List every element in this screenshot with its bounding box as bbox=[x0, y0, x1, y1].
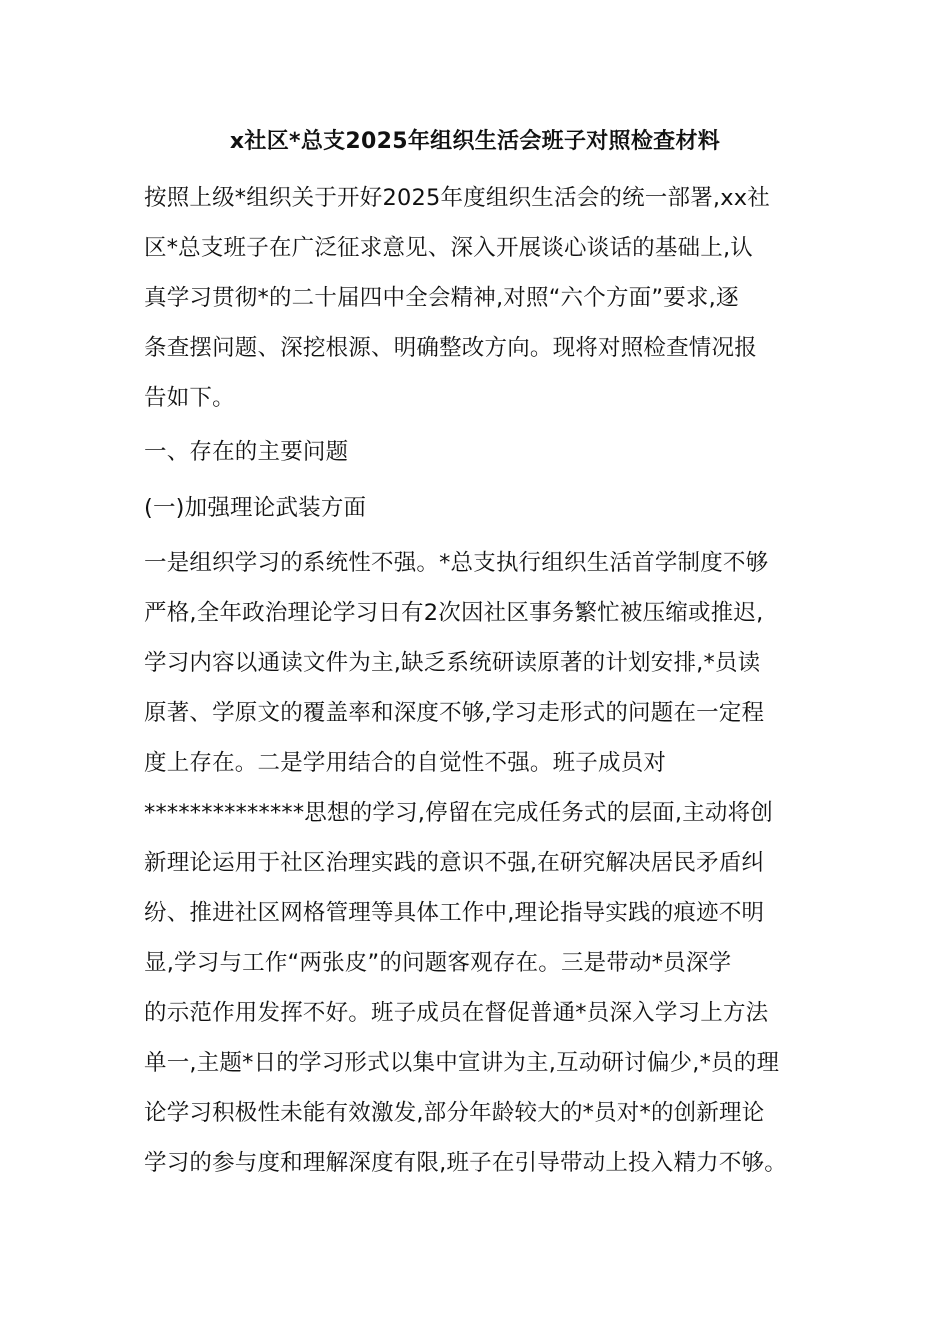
body-line: 纷、推进社区网格管理等具体工作中,理论指导实践的痕迹不明 bbox=[144, 900, 765, 926]
body-line: 学习的参与度和理解深度有限,班子在引导带动上投入精力不够。 bbox=[144, 1150, 787, 1176]
body-line: 单一,主题*日的学习形式以集中宣讲为主,互动研讨偏少,*员的理 bbox=[144, 1050, 780, 1076]
body-line: 学习内容以通读文件为主,缺乏系统研读原著的计划安排,*员读 bbox=[144, 650, 761, 676]
body-line: 一是组织学习的系统性不强。*总支执行组织生活首学制度不够 bbox=[144, 550, 769, 576]
body-line: **************思想的学习,停留在完成任务式的层面,主动将创 bbox=[144, 800, 774, 826]
body-line: 严格,全年政治理论学习日有2次因社区事务繁忙被压缩或推迟, bbox=[144, 600, 764, 626]
body-line: 论学习积极性未能有效激发,部分年龄较大的*员对*的创新理论 bbox=[144, 1100, 765, 1126]
intro-line: 条查摆问题、深挖根源、明确整改方向。现将对照检查情况报 bbox=[144, 335, 757, 361]
intro-line: 真学习贯彻*的二十届四中全会精神,对照“六个方面”要求,逐 bbox=[144, 285, 739, 311]
body-line: 的示范作用发挥不好。班子成员在督促普通*员深入学习上方法 bbox=[144, 1000, 769, 1026]
subsection-heading: (一)加强理论武装方面 bbox=[144, 495, 367, 521]
section-heading: 一、存在的主要问题 bbox=[144, 439, 349, 465]
intro-line: 按照上级*组织关于开好2025年度组织生活会的统一部署,xx社 bbox=[144, 185, 770, 211]
intro-line: 告如下。 bbox=[144, 385, 235, 411]
body-line: 显,学习与工作“两张皮”的问题客观存在。三是带动*员深学 bbox=[144, 950, 732, 976]
body-line: 新理论运用于社区治理实践的意识不强,在研究解决居民矛盾纠 bbox=[144, 850, 765, 876]
body-line: 原著、学原文的覆盖率和深度不够,学习走形式的问题在一定程 bbox=[144, 700, 765, 726]
intro-line: 区*总支班子在广泛征求意见、深入开展谈心谈话的基础上,认 bbox=[144, 235, 754, 261]
body-line: 度上存在。二是学用结合的自觉性不强。班子成员对 bbox=[144, 750, 667, 776]
document-title: x社区*总支2025年组织生活会班子对照检查材料 bbox=[229, 129, 721, 154]
